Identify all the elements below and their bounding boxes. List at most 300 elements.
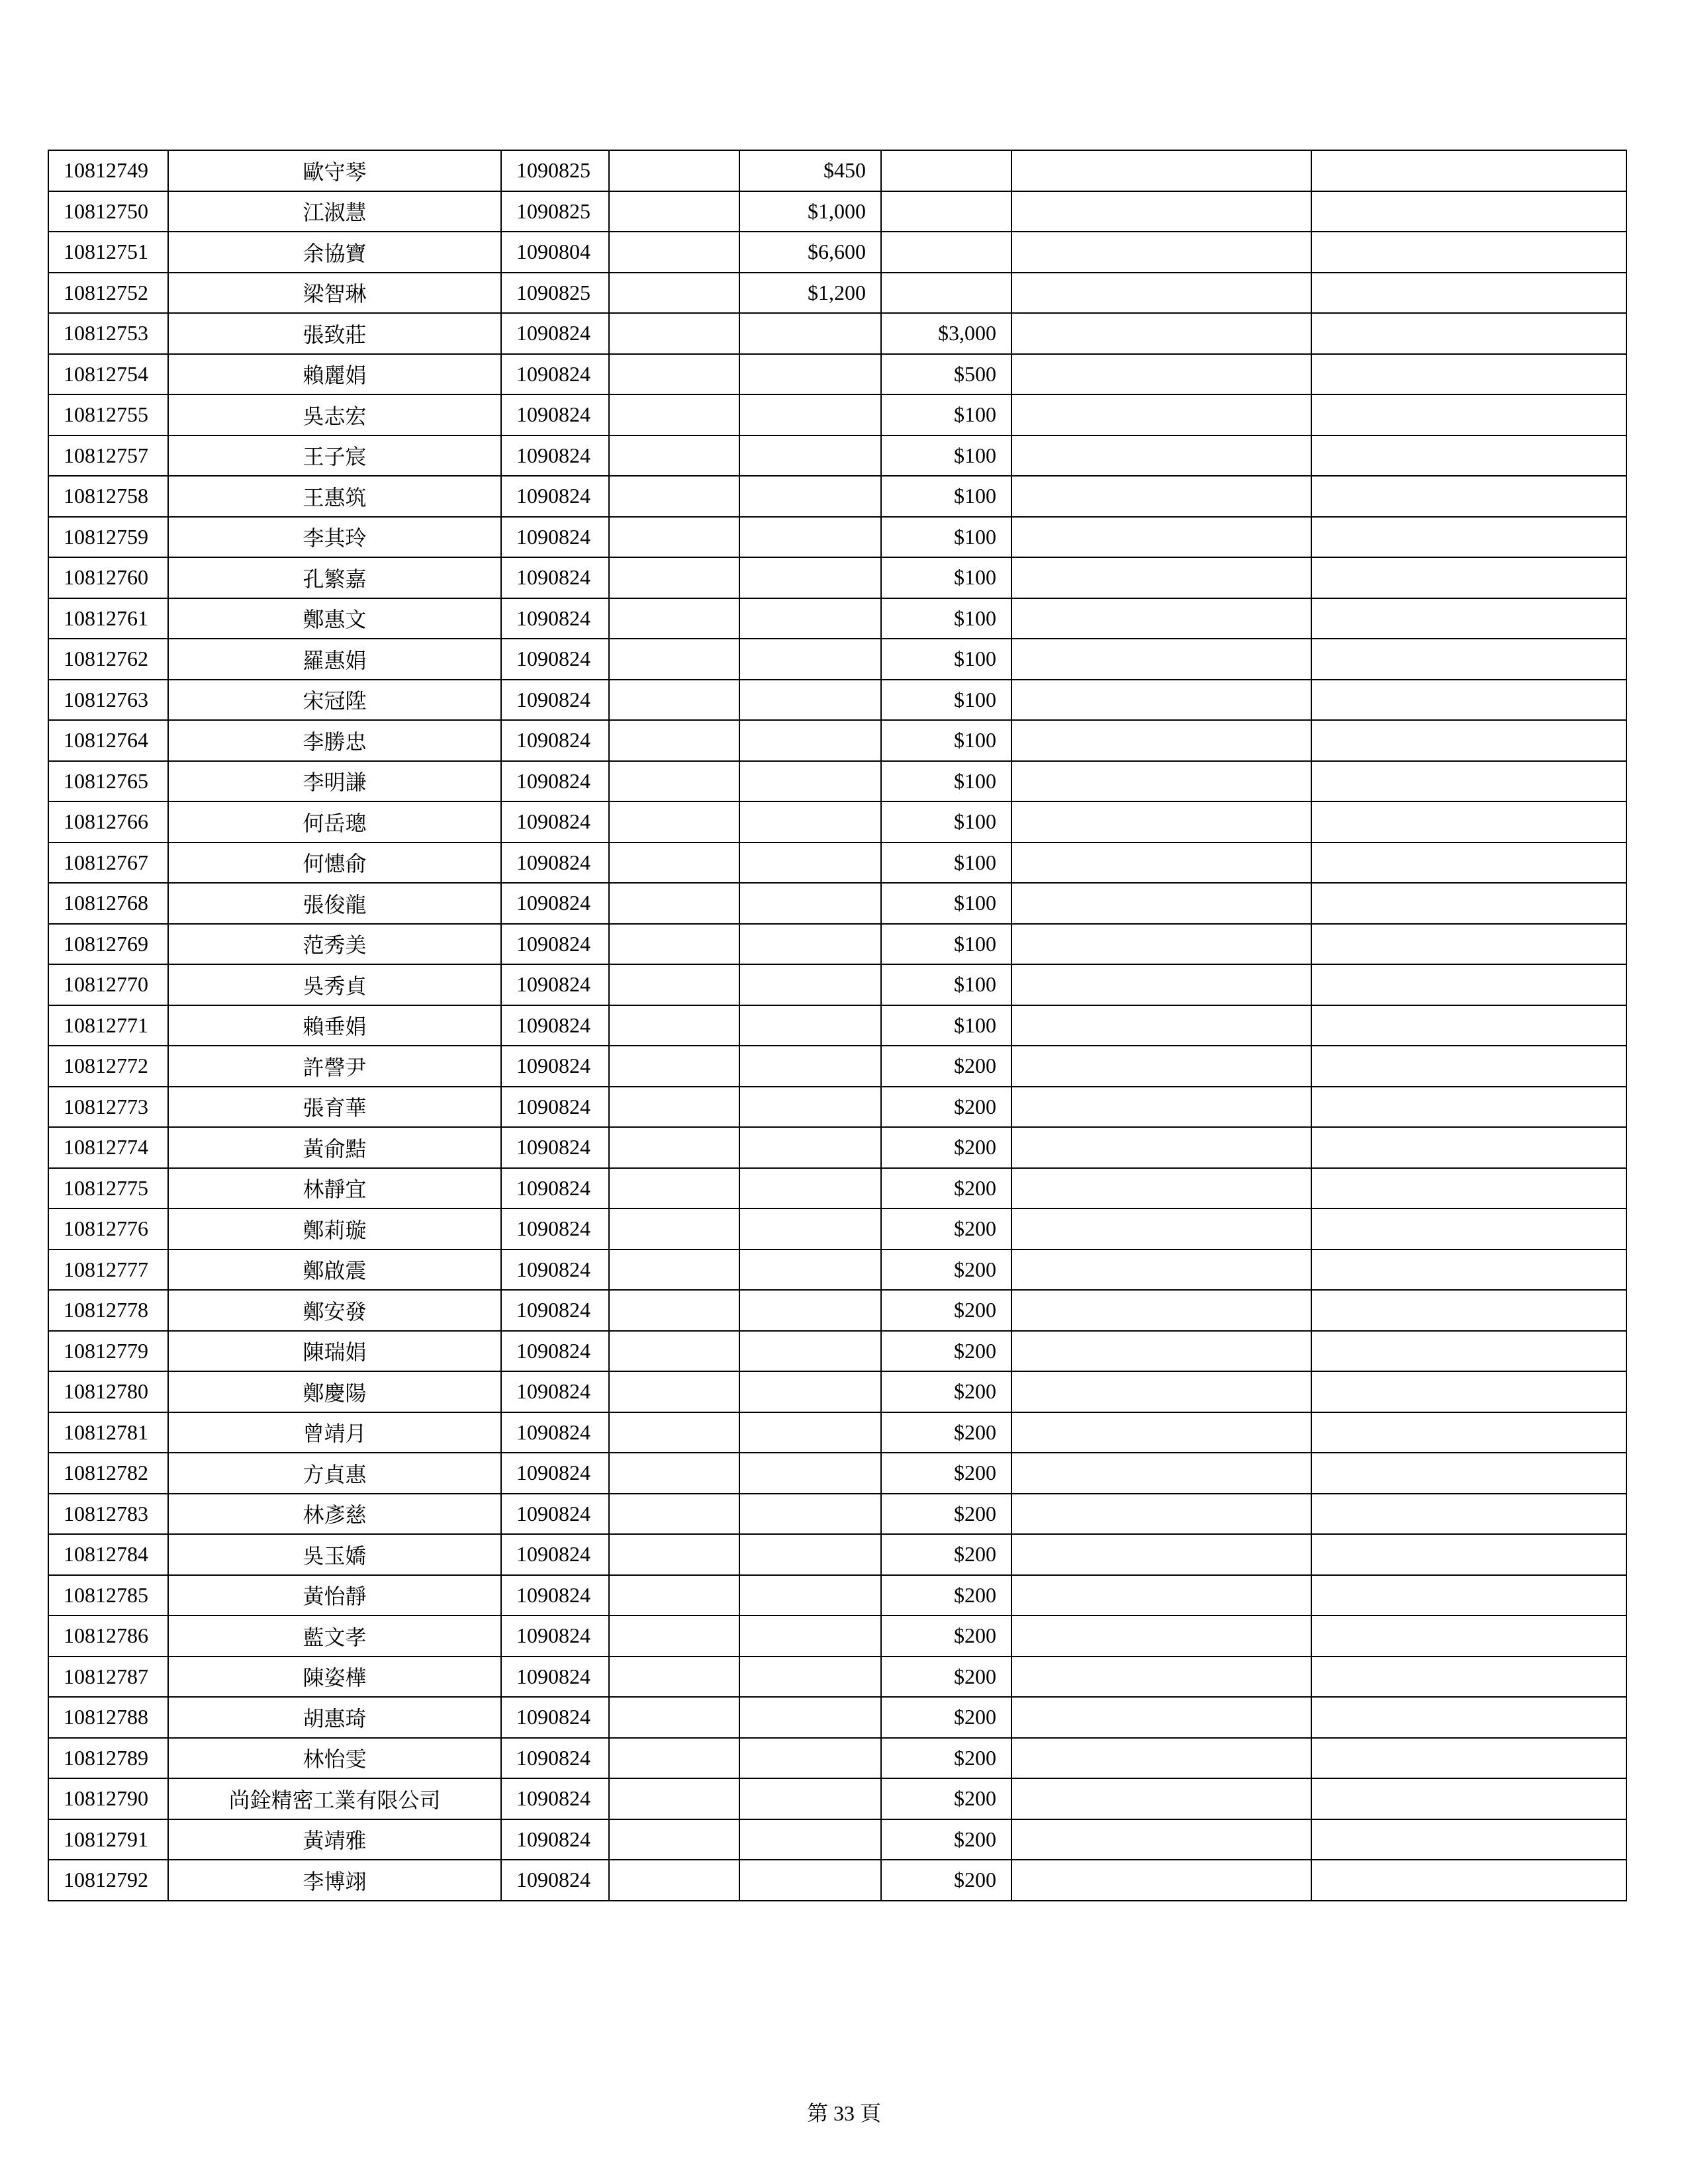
amount-cell: $1,200 — [739, 273, 881, 314]
empty-cell — [609, 1250, 739, 1291]
empty-cell — [609, 1657, 739, 1698]
amount-cell — [739, 1697, 881, 1738]
receipt-id-cell: 10812760 — [48, 557, 168, 598]
table-row — [48, 354, 1626, 395]
empty-cell — [609, 761, 739, 802]
date-cell: 1090824 — [501, 1819, 609, 1860]
receipt-id-cell: 10812774 — [48, 1127, 168, 1168]
table-row — [48, 1615, 1626, 1657]
empty-cell — [1011, 273, 1311, 314]
amount-cell: $200 — [881, 1453, 1011, 1494]
empty-cell — [609, 1615, 739, 1657]
empty-cell — [1011, 761, 1311, 802]
empty-cell — [609, 435, 739, 477]
empty-cell — [1011, 680, 1311, 721]
donor-name-cell: 鄭惠文 — [168, 598, 501, 639]
receipt-id-cell: 10812779 — [48, 1331, 168, 1372]
table-row — [48, 761, 1626, 802]
donor-name-cell: 黃怡靜 — [168, 1575, 501, 1616]
empty-cell — [1011, 720, 1311, 761]
empty-cell — [1311, 801, 1626, 842]
table-row — [48, 1778, 1626, 1819]
date-cell: 1090824 — [501, 639, 609, 680]
empty-cell — [1011, 1331, 1311, 1372]
empty-cell — [1311, 557, 1626, 598]
amount-cell: $100 — [881, 394, 1011, 435]
empty-cell — [1011, 1534, 1311, 1575]
empty-cell — [1311, 150, 1626, 191]
receipt-id-cell: 10812770 — [48, 964, 168, 1005]
amount-cell — [739, 1005, 881, 1046]
date-cell: 1090824 — [501, 1494, 609, 1535]
donor-name-cell: 何憓俞 — [168, 842, 501, 884]
empty-cell — [1311, 1819, 1626, 1860]
date-cell: 1090824 — [501, 1087, 609, 1128]
donor-name-cell: 藍文孝 — [168, 1615, 501, 1657]
empty-cell — [609, 313, 739, 354]
donor-name-cell: 張育華 — [168, 1087, 501, 1128]
amount-cell — [739, 639, 881, 680]
empty-cell — [1011, 1087, 1311, 1128]
receipt-id-cell: 10812751 — [48, 232, 168, 273]
empty-cell — [609, 1778, 739, 1819]
date-cell: 1090824 — [501, 1738, 609, 1779]
donor-name-cell: 曾靖月 — [168, 1412, 501, 1453]
amount-cell — [739, 1615, 881, 1657]
date-cell: 1090824 — [501, 1657, 609, 1698]
donor-name-cell: 吳玉嬌 — [168, 1534, 501, 1575]
empty-cell — [1011, 1453, 1311, 1494]
receipt-id-cell: 10812749 — [48, 150, 168, 191]
donor-name-cell: 陳瑞娟 — [168, 1331, 501, 1372]
date-cell: 1090824 — [501, 354, 609, 395]
receipt-id-cell: 10812764 — [48, 720, 168, 761]
donor-name-cell: 吳志宏 — [168, 394, 501, 435]
donor-name-cell: 梁智琳 — [168, 273, 501, 314]
date-cell: 1090824 — [501, 313, 609, 354]
receipt-id-cell: 10812761 — [48, 598, 168, 639]
receipt-id-cell: 10812754 — [48, 354, 168, 395]
table-row — [48, 313, 1626, 354]
empty-cell — [1011, 883, 1311, 924]
empty-cell — [1311, 1778, 1626, 1819]
receipt-id-cell: 10812775 — [48, 1168, 168, 1209]
amount-cell: $1,000 — [739, 191, 881, 232]
empty-cell — [609, 150, 739, 191]
table-body — [48, 150, 1626, 1901]
table-row — [48, 191, 1626, 232]
empty-cell — [609, 1453, 739, 1494]
receipt-id-cell: 10812758 — [48, 476, 168, 517]
empty-cell — [1311, 1046, 1626, 1087]
amount-cell: $100 — [881, 598, 1011, 639]
donor-name-cell: 李明謙 — [168, 761, 501, 802]
table-row — [48, 1250, 1626, 1291]
date-cell: 1090825 — [501, 191, 609, 232]
donor-name-cell: 鄭慶陽 — [168, 1371, 501, 1412]
empty-cell — [609, 801, 739, 842]
donor-name-cell: 張俊龍 — [168, 883, 501, 924]
amount-cell: $450 — [739, 150, 881, 191]
date-cell: 1090824 — [501, 1778, 609, 1819]
table-row — [48, 598, 1626, 639]
table-row — [48, 964, 1626, 1005]
amount-cell: $100 — [881, 720, 1011, 761]
empty-cell — [1311, 1250, 1626, 1291]
amount-cell — [739, 1371, 881, 1412]
table-row — [48, 394, 1626, 435]
amount-cell — [881, 150, 1011, 191]
date-cell: 1090824 — [501, 1046, 609, 1087]
amount-cell: $200 — [881, 1290, 1011, 1331]
date-cell: 1090824 — [501, 883, 609, 924]
date-cell: 1090824 — [501, 924, 609, 965]
amount-cell — [739, 1657, 881, 1698]
date-cell: 1090824 — [501, 1208, 609, 1250]
empty-cell — [1011, 354, 1311, 395]
amount-cell — [739, 1534, 881, 1575]
empty-cell — [609, 191, 739, 232]
amount-cell: $200 — [881, 1819, 1011, 1860]
date-cell: 1090825 — [501, 273, 609, 314]
amount-cell: $100 — [881, 761, 1011, 802]
table-row — [48, 1208, 1626, 1250]
amount-cell — [739, 598, 881, 639]
empty-cell — [1011, 1494, 1311, 1535]
empty-cell — [609, 1168, 739, 1209]
amount-cell — [739, 1290, 881, 1331]
receipt-id-cell: 10812753 — [48, 313, 168, 354]
receipt-id-cell: 10812759 — [48, 517, 168, 558]
empty-cell — [609, 680, 739, 721]
amount-cell — [739, 1168, 881, 1209]
amount-cell — [739, 720, 881, 761]
empty-cell — [1311, 517, 1626, 558]
amount-cell — [881, 273, 1011, 314]
empty-cell — [609, 1738, 739, 1779]
table-row — [48, 1657, 1626, 1698]
receipt-id-cell: 10812757 — [48, 435, 168, 477]
table-row — [48, 842, 1626, 884]
date-cell: 1090824 — [501, 1615, 609, 1657]
table-row — [48, 1494, 1626, 1535]
receipt-id-cell: 10812768 — [48, 883, 168, 924]
receipt-id-cell: 10812778 — [48, 1290, 168, 1331]
table-row — [48, 1412, 1626, 1453]
empty-cell — [609, 842, 739, 884]
date-cell: 1090804 — [501, 232, 609, 273]
empty-cell — [1311, 394, 1626, 435]
amount-cell — [739, 354, 881, 395]
donor-name-cell: 鄭啟震 — [168, 1250, 501, 1291]
amount-cell — [739, 1738, 881, 1779]
table-row — [48, 1534, 1626, 1575]
donor-name-cell: 吳秀貞 — [168, 964, 501, 1005]
empty-cell — [609, 1371, 739, 1412]
donor-name-cell: 鄭莉璇 — [168, 1208, 501, 1250]
empty-cell — [1011, 801, 1311, 842]
date-cell: 1090824 — [501, 1331, 609, 1372]
empty-cell — [1311, 435, 1626, 477]
amount-cell — [739, 1087, 881, 1128]
donor-name-cell: 尚銓精密工業有限公司 — [168, 1778, 501, 1819]
amount-cell: $200 — [881, 1778, 1011, 1819]
empty-cell — [609, 557, 739, 598]
donor-name-cell: 王惠筑 — [168, 476, 501, 517]
empty-cell — [1311, 1087, 1626, 1128]
receipt-id-cell: 10812766 — [48, 801, 168, 842]
receipt-id-cell: 10812762 — [48, 639, 168, 680]
empty-cell — [1311, 1575, 1626, 1616]
empty-cell — [609, 1412, 739, 1453]
empty-cell — [1311, 313, 1626, 354]
amount-cell: $200 — [881, 1412, 1011, 1453]
donor-name-cell: 李其玲 — [168, 517, 501, 558]
amount-cell: $100 — [881, 924, 1011, 965]
table-row — [48, 639, 1626, 680]
donor-name-cell: 黃靖雅 — [168, 1819, 501, 1860]
receipt-id-cell: 10812777 — [48, 1250, 168, 1291]
empty-cell — [1311, 1860, 1626, 1901]
empty-cell — [609, 1575, 739, 1616]
date-cell: 1090824 — [501, 1168, 609, 1209]
amount-cell — [739, 313, 881, 354]
empty-cell — [609, 1046, 739, 1087]
empty-cell — [1011, 1615, 1311, 1657]
amount-cell: $200 — [881, 1738, 1011, 1779]
donor-name-cell: 王子宸 — [168, 435, 501, 477]
empty-cell — [1311, 639, 1626, 680]
table-row — [48, 1819, 1626, 1860]
empty-cell — [1011, 1127, 1311, 1168]
page-label-suffix: 頁 — [860, 2101, 882, 2126]
table-row — [48, 1046, 1626, 1087]
amount-cell: $200 — [881, 1371, 1011, 1412]
table-row — [48, 883, 1626, 924]
date-cell: 1090824 — [501, 1250, 609, 1291]
empty-cell — [1011, 1697, 1311, 1738]
empty-cell — [1311, 1208, 1626, 1250]
amount-cell: $200 — [881, 1168, 1011, 1209]
date-cell: 1090824 — [501, 557, 609, 598]
empty-cell — [1311, 1290, 1626, 1331]
amount-cell — [739, 517, 881, 558]
empty-cell — [1311, 232, 1626, 273]
empty-cell — [609, 517, 739, 558]
donor-name-cell: 林靜宜 — [168, 1168, 501, 1209]
amount-cell: $100 — [881, 883, 1011, 924]
donation-table — [48, 150, 1627, 1901]
date-cell: 1090825 — [501, 150, 609, 191]
empty-cell — [609, 964, 739, 1005]
amount-cell — [739, 1250, 881, 1291]
receipt-id-cell: 10812785 — [48, 1575, 168, 1616]
amount-cell — [739, 476, 881, 517]
date-cell: 1090824 — [501, 517, 609, 558]
empty-cell — [1311, 1534, 1626, 1575]
empty-cell — [609, 1208, 739, 1250]
amount-cell: $100 — [881, 842, 1011, 884]
empty-cell — [609, 354, 739, 395]
table-row — [48, 1290, 1626, 1331]
empty-cell — [1011, 1657, 1311, 1698]
amount-cell: $200 — [881, 1331, 1011, 1372]
amount-cell — [739, 761, 881, 802]
date-cell: 1090824 — [501, 964, 609, 1005]
empty-cell — [609, 476, 739, 517]
table-row — [48, 1005, 1626, 1046]
date-cell: 1090824 — [501, 476, 609, 517]
empty-cell — [1311, 191, 1626, 232]
receipt-id-cell: 10812791 — [48, 1819, 168, 1860]
date-cell: 1090824 — [501, 598, 609, 639]
table-row — [48, 1738, 1626, 1779]
date-cell: 1090824 — [501, 680, 609, 721]
table-row — [48, 1371, 1626, 1412]
empty-cell — [1011, 639, 1311, 680]
empty-cell — [1311, 842, 1626, 884]
empty-cell — [1311, 761, 1626, 802]
donor-name-cell: 孔繁嘉 — [168, 557, 501, 598]
empty-cell — [1311, 1168, 1626, 1209]
empty-cell — [1311, 476, 1626, 517]
empty-cell — [1011, 1819, 1311, 1860]
empty-cell — [609, 1005, 739, 1046]
table-row — [48, 557, 1626, 598]
empty-cell — [1311, 1738, 1626, 1779]
donor-name-cell: 賴麗娟 — [168, 354, 501, 395]
donor-name-cell: 何岳璁 — [168, 801, 501, 842]
amount-cell: $6,600 — [739, 232, 881, 273]
empty-cell — [609, 1087, 739, 1128]
date-cell: 1090824 — [501, 1290, 609, 1331]
date-cell: 1090824 — [501, 1371, 609, 1412]
donor-name-cell: 陳姿樺 — [168, 1657, 501, 1698]
receipt-id-cell: 10812787 — [48, 1657, 168, 1698]
table-row — [48, 232, 1626, 273]
receipt-id-cell: 10812781 — [48, 1412, 168, 1453]
empty-cell — [1011, 1778, 1311, 1819]
empty-cell — [609, 1819, 739, 1860]
empty-cell — [609, 720, 739, 761]
empty-cell — [609, 639, 739, 680]
donor-name-cell: 羅惠娟 — [168, 639, 501, 680]
amount-cell: $100 — [881, 964, 1011, 1005]
receipt-id-cell: 10812767 — [48, 842, 168, 884]
empty-cell — [1011, 1575, 1311, 1616]
empty-cell — [1011, 1046, 1311, 1087]
donor-name-cell: 范秀美 — [168, 924, 501, 965]
amount-cell — [739, 842, 881, 884]
amount-cell: $3,000 — [881, 313, 1011, 354]
table-row — [48, 1697, 1626, 1738]
date-cell: 1090824 — [501, 1697, 609, 1738]
amount-cell: $100 — [881, 435, 1011, 477]
empty-cell — [1311, 598, 1626, 639]
amount-cell — [739, 924, 881, 965]
table-row — [48, 1860, 1626, 1901]
table-row — [48, 273, 1626, 314]
amount-cell — [739, 1046, 881, 1087]
empty-cell — [1011, 598, 1311, 639]
receipt-id-cell: 10812783 — [48, 1494, 168, 1535]
empty-cell — [609, 1290, 739, 1331]
date-cell: 1090824 — [501, 1005, 609, 1046]
table-row — [48, 1331, 1626, 1372]
amount-cell: $100 — [881, 1005, 1011, 1046]
empty-cell — [609, 1697, 739, 1738]
amount-cell — [739, 680, 881, 721]
amount-cell: $200 — [881, 1697, 1011, 1738]
donor-name-cell: 張致莊 — [168, 313, 501, 354]
amount-cell: $200 — [881, 1127, 1011, 1168]
empty-cell — [1011, 557, 1311, 598]
receipt-id-cell: 10812765 — [48, 761, 168, 802]
amount-cell: $100 — [881, 801, 1011, 842]
donor-name-cell: 江淑慧 — [168, 191, 501, 232]
empty-cell — [1011, 476, 1311, 517]
date-cell: 1090824 — [501, 1453, 609, 1494]
receipt-id-cell: 10812784 — [48, 1534, 168, 1575]
empty-cell — [1011, 435, 1311, 477]
table-row — [48, 517, 1626, 558]
amount-cell: $100 — [881, 639, 1011, 680]
receipt-id-cell: 10812792 — [48, 1860, 168, 1901]
amount-cell — [739, 1778, 881, 1819]
empty-cell — [1011, 394, 1311, 435]
donor-name-cell: 賴垂娟 — [168, 1005, 501, 1046]
page-footer — [0, 2097, 1688, 2127]
page-number: 33 — [833, 2101, 855, 2125]
amount-cell: $200 — [881, 1615, 1011, 1657]
empty-cell — [609, 1127, 739, 1168]
receipt-id-cell: 10812763 — [48, 680, 168, 721]
empty-cell — [1311, 924, 1626, 965]
table-row — [48, 476, 1626, 517]
donor-name-cell: 林彥慈 — [168, 1494, 501, 1535]
donor-name-cell: 李博翊 — [168, 1860, 501, 1901]
date-cell: 1090824 — [501, 720, 609, 761]
empty-cell — [1311, 273, 1626, 314]
receipt-id-cell: 10812788 — [48, 1697, 168, 1738]
empty-cell — [1311, 1005, 1626, 1046]
amount-cell: $100 — [881, 557, 1011, 598]
receipt-id-cell: 10812790 — [48, 1778, 168, 1819]
table-row — [48, 1575, 1626, 1616]
empty-cell — [1011, 1738, 1311, 1779]
empty-cell — [1311, 964, 1626, 1005]
amount-cell: $500 — [881, 354, 1011, 395]
table-row — [48, 150, 1626, 191]
empty-cell — [1311, 1331, 1626, 1372]
empty-cell — [1011, 232, 1311, 273]
amount-cell — [739, 394, 881, 435]
donor-name-cell: 宋冠陞 — [168, 680, 501, 721]
date-cell: 1090824 — [501, 1127, 609, 1168]
amount-cell: $200 — [881, 1494, 1011, 1535]
amount-cell — [739, 1412, 881, 1453]
empty-cell — [609, 1534, 739, 1575]
table-row — [48, 1087, 1626, 1128]
empty-cell — [1011, 1250, 1311, 1291]
empty-cell — [1311, 1494, 1626, 1535]
empty-cell — [1011, 1208, 1311, 1250]
empty-cell — [609, 598, 739, 639]
empty-cell — [609, 232, 739, 273]
amount-cell — [739, 801, 881, 842]
amount-cell — [739, 1494, 881, 1535]
empty-cell — [609, 1494, 739, 1535]
